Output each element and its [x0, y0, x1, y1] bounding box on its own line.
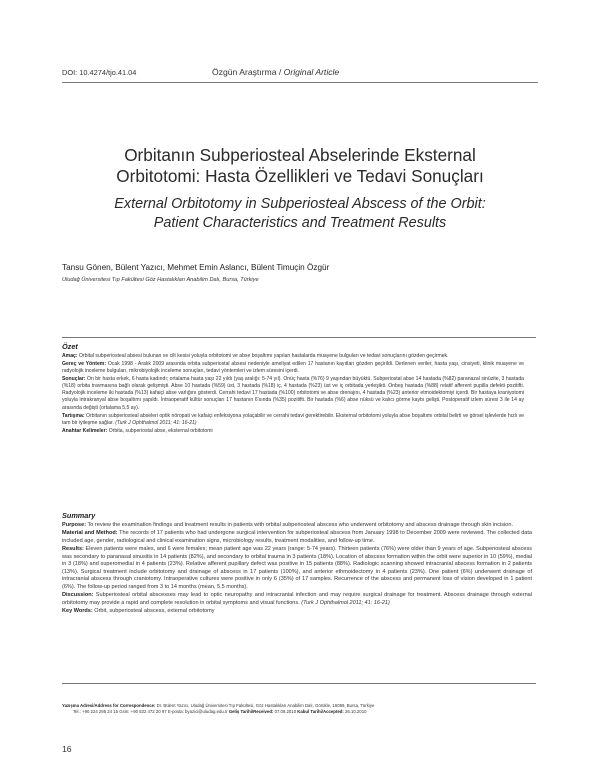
ozet-sonuclar-label: Sonuçlar: [62, 376, 86, 383]
ozet-sonuclar-text: On bir hasta erkek, 6 hasta kadındı; ortalama hasta yaşı 22 yıldı (yaş aralığı: 5-74 yıl). Onüç hasta (%76) 9 yaşından büyüktü. Subperiostal abse 14 hastada (%82) paranazal sinüzite, 3 hastada (%18) orbita travmasına bağlı olarak gelişmişti. Abse 10 hastada (%59) üst, 3 hastada (%18) iç, 4 hastada (%23) üst ve iç orbitada yerleşikti. Onbeş hastada (%88) relatif afferent pupilla defekti pozitifti. Radyolojik inceleme iki hastada (%13) kafaiçi abse varlığını gösterdi. Cerrahi tedavi 17 hastada (%100) orbitotomi ve abse drenajını, 4 hastada (%23) anterior etmoidektomiyi içerdi. Bir hastaya kraniyotomi yoluyla intrakranyal abse boşaltımı yapıldı. İntraoperatif kültür sonuçları 17 hastanın 6'sında (%35) pozitifti. Bir hastada (%6) abse nüksü ve kalıcı görme kaybı gelişti. Postoperatif izlem süresi 3 ile 14 ay arasında değişti (ortalama 5,5 ay). [62, 376, 524, 411]
ozet-gerec-text: Ocak 1998 - Aralık 2009 arasında orbita subperiostal absesi nedeniyle ameliyat edilen 17 hastanın kayıtları gözden geçirildi. Derlenen veriler, hasta yaşı, cinsiyeti, klinik muayene ve radyolojik inceleme bulguları, mikrobiyolojik inceleme sonuçları, tedavi yöntemleri ve izlem süresini içerdi. [62, 360, 524, 374]
summary-methods-text: The records of 17 patients who had undergone surgical intervention for subperiosteal abscess from January 1998 to December 2009 were reviewed. The collected data included age, gender, radiological and clinical examination signs, microbiology results, treatment modalities, and follow-up time. [62, 530, 532, 544]
ozet-tartisma-text: Orbitanın subperiosteal abseleri optik nöropati ve kafaiçi enfeksiyona yolaçabilir ve cerrahi tedavi gerektirebilir. Eksternal orbitotomi yoluyla abse boşaltımı orbital belirti ve görsel işlevlerde hızlı ve tam bir iyileşme sağlar. [62, 412, 524, 426]
ozet-amac-label: Amaç: [62, 352, 78, 359]
article-type-en: Original Article [283, 67, 340, 77]
authors: Tansu Gönen, Bülent Yazıcı, Mehmet Emin Aslancı, Bülent Timuçin Özgür [62, 263, 330, 272]
received-date: 07.08.2010 [273, 709, 298, 715]
ozet-gerec-label: Gereç ve Yöntem: [62, 360, 107, 367]
summary-purpose [62, 522, 532, 529]
article-type [212, 67, 339, 77]
correspondence-contact: Tel.: +90 224 295 24 15 Gsm: +90 532 472 20 97 E-posta: byazici@uludag.edu.tr [73, 709, 229, 715]
accepted-label: Kabul Tarihi/Accepted: [297, 709, 344, 715]
accepted-date: 26.10.2010 [343, 709, 367, 715]
correspondence-address: Dr. Bülent Yazıcı, Uludağ Üniversitesi Tıp Fakültesi, Göz Hastalıkları Anabilim Dalı, Görükle, 16059, Bursa, Türkiye [155, 703, 375, 708]
title-turkish-line-1: Orbitanın Subperiosteal Abselerinde Eksternal [124, 145, 476, 165]
summary-discussion [62, 592, 532, 607]
summary-section [62, 511, 532, 617]
ozet-gerec [62, 361, 524, 375]
ozet-sonuclar [62, 376, 524, 411]
correspondence-line-1 [62, 703, 374, 708]
page-number: 16 [62, 744, 72, 754]
title-english-line-1: External Orbitotomy in Subperiosteal Abscess of the Orbit: [114, 196, 486, 212]
summary-methods [62, 530, 532, 545]
summary-results-label: Results: [62, 546, 84, 553]
ozet-tartisma [62, 413, 524, 427]
summary-keywords [62, 608, 532, 615]
summary-discussion-label: Discussion: [62, 592, 94, 599]
title-english-line-2: Patient Characteristics and Treatment Results [153, 214, 447, 231]
ozet-section [62, 342, 524, 436]
summary-methods-label: Material and Method: [62, 530, 118, 537]
summary-purpose-label: Purpose: [62, 521, 87, 528]
summary-results [62, 546, 532, 591]
ozet-heading: Özet [62, 342, 78, 351]
ozet-amac [62, 353, 524, 360]
summary-discussion-text: Subperiosteal orbital abscesses may lead to optic neuropathy and intracranial infection and may require surgical drainage for treatment. Abscess drainage through external orbitotomy may provide a rapid and complete resolution in orbital symptoms and visual functions. [62, 592, 532, 606]
title-turkish [40, 145, 560, 187]
ozet-citation: (Turk J Ophthalmol 2011; 41: 16-21) [113, 419, 197, 426]
article-type-tr: Özgün Araştırma / [212, 67, 284, 77]
summary-citation: (Turk J Ophthalmol 2011; 41: 16-21) [299, 599, 390, 606]
correspondence-label: Yazışma Adresi/Address for Correspondence: [62, 703, 156, 708]
ozet-tartisma-label: Tartışma: [62, 412, 85, 419]
summary-purpose-text: To review the examination findings and treatment results in patients with orbital subperiosteal abscess who underwent orbitotomy and abscess drainage through skin incision. [86, 521, 513, 528]
title-english [40, 195, 560, 232]
correspondence-footnote [62, 703, 536, 716]
affiliation: Uludağ Üniversitesi Tıp Fakültesi Göz Hastalıkları Anabilim Dalı, Bursa, Türkiye [62, 277, 259, 283]
summary-results-text: Eleven patients were males, and 6 were females; mean patient age was 22 years (range: 5-74 years). Thirteen patients (76%) were older than 9 years of age. Subperiosteal abscess was secondary to paranasal sinusitis in 14 patients (82%), and secondary to orbital trauma in 3 patients (18%). Location of abscess formation within the orbit were superior in 10 (59%), medial in 3 (18%) and superomedial in 4 patients (23%). Relative afferent pupillary defect was positive in 15 patients (88%). Radiologic scanning showed intracranial abscess formation in 2 patients (13%). Surgical treatment include orbitotomy and drainage of abscess in 17 patients (100%), and anterior ethmoidectomy in 4 patients (23%). One patient (6%) underwent drainage of intracranial abscess through craniotomy. Intraoperative cultures were positive in only 6 (35%) of 17 samples. Recurrence of the abscess and permanent loss of vision developed in 1 patient (6%). The follow-up period ranged from 3 to 14 months (mean, 5.5 months). [62, 546, 532, 590]
received-label: Geliş Tarihi/Received: [228, 709, 274, 715]
title-turkish-line-2: Orbitotomi: Hasta Özellikleri ve Tedavi Sonuçları [116, 166, 484, 186]
correspondence-line-2 [62, 709, 536, 715]
ozet-anahtar [62, 428, 524, 435]
summary-keywords-text: Orbit, subperiosteal abscess, external orbitotomy [92, 608, 215, 615]
doi[interactable]: DOI: 10.4274/tjo.41.04 [62, 68, 137, 77]
ozet-anahtar-text: Orbita, subperiostal abse, eksternal orbitotomi [107, 428, 213, 435]
ozet-anahtar-label: Anahtar Kelimeler: [62, 428, 108, 435]
ozet-amac-text: Orbital subperiosteal absesi bulunan ve cilt kesisi yoluyla orbitotomi ve abse boşaltımı yapılan hastalarda muayene bulguları ve tedavi sonuçlarını gözden geçirmek. [77, 352, 449, 359]
header-divider [62, 82, 538, 83]
summary-keywords-label: Key Words: [62, 608, 93, 615]
summary-heading: Summary [62, 511, 96, 520]
